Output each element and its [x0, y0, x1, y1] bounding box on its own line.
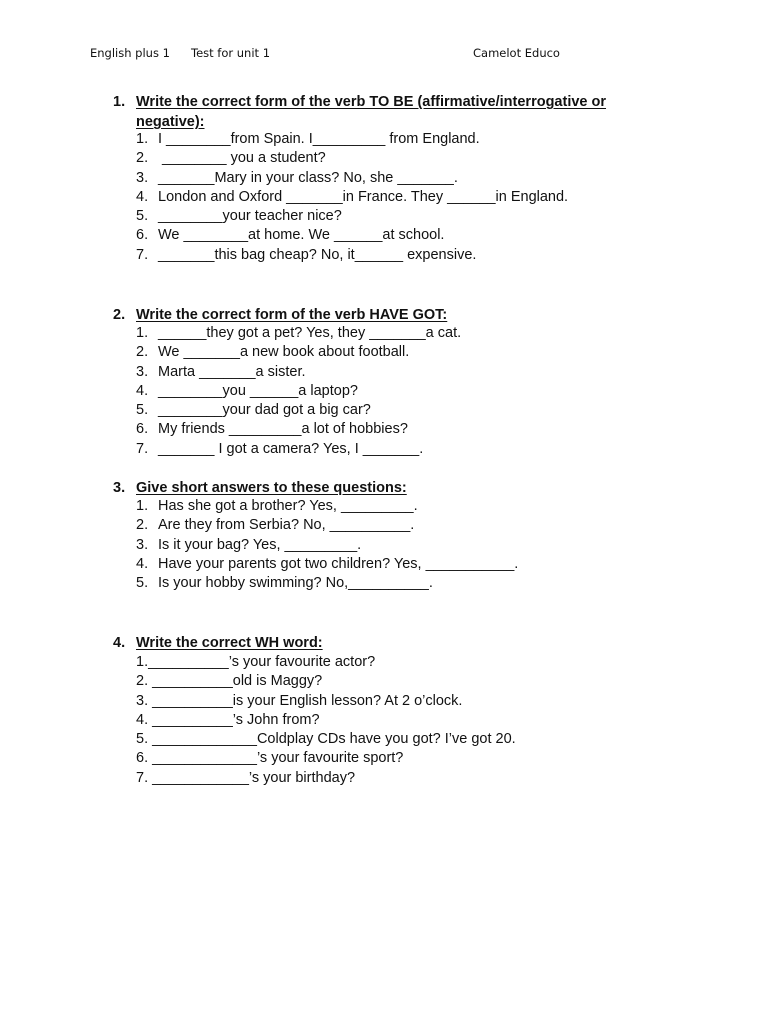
section-title: Write the correct WH word:	[136, 635, 323, 651]
question-number: 3.	[136, 169, 149, 186]
question-text: __________is your English lesson? At 2 o’clock.	[148, 692, 463, 709]
question-item	[136, 246, 568, 265]
question-list	[136, 653, 516, 788]
question-list	[136, 497, 518, 593]
question-text: Marta _______a sister.	[158, 363, 306, 380]
question-item	[136, 769, 516, 788]
question-text: _______ I got a camera? Yes, I _______.	[158, 440, 424, 457]
question-text: _____________Coldplay CDs have you got? I’ve got 20.	[148, 731, 516, 748]
question-text: I ________from Spain. I_________ from England.	[158, 131, 480, 147]
question-number: 1.	[136, 654, 149, 670]
header-publisher: Camelot Educo	[473, 46, 560, 60]
question-number: 2.	[136, 673, 149, 690]
question-item	[136, 363, 461, 382]
question-number: 4.	[136, 188, 149, 205]
question-item	[136, 692, 516, 711]
question-text: My friends _________a lot of hobbies?	[158, 421, 408, 438]
section-title: Give short answers to these questions:	[136, 480, 407, 496]
question-text: Is it your bag? Yes, _________.	[158, 536, 362, 553]
question-item	[136, 440, 461, 459]
question-text: __________old is Maggy?	[148, 673, 323, 690]
question-text: _______Mary in your class? No, she _______.	[158, 169, 458, 186]
question-text: ________you ______a laptop?	[158, 382, 358, 399]
question-text: Are they from Serbia? No, __________.	[158, 517, 415, 534]
question-item	[136, 149, 568, 168]
question-number: 4.	[136, 382, 149, 399]
page-header	[90, 46, 710, 64]
question-item	[136, 536, 518, 555]
question-text: _____________’s your favourite sport?	[148, 750, 404, 767]
question-number: 4.	[136, 711, 149, 728]
question-item	[136, 382, 461, 401]
question-item	[136, 207, 568, 226]
question-item	[136, 749, 516, 768]
question-item	[136, 730, 516, 749]
question-item	[136, 420, 461, 439]
question-number: 1.	[136, 131, 149, 147]
question-number: 6.	[136, 227, 149, 244]
question-text: We _______a new book about football.	[158, 344, 410, 361]
question-item	[136, 574, 518, 593]
question-text: Is your hobby swimming? No,__________.	[158, 575, 433, 592]
question-text: __________’s John from?	[148, 711, 320, 728]
question-item	[136, 516, 518, 535]
question-text: ________ you a student?	[158, 150, 326, 167]
question-text: ________your dad got a big car?	[158, 402, 371, 419]
question-number: 6.	[136, 750, 149, 767]
question-item	[136, 130, 568, 149]
question-item	[136, 343, 461, 362]
question-number: 5.	[136, 402, 149, 419]
question-item	[136, 672, 516, 691]
question-number: 2.	[136, 517, 149, 534]
question-number: 2.	[136, 150, 149, 167]
question-number: 3.	[136, 692, 149, 709]
section-title: Write the correct form of the verb HAVE GOT:	[136, 307, 448, 323]
question-number: 7.	[136, 440, 149, 457]
question-item	[136, 653, 516, 672]
question-item	[136, 555, 518, 574]
question-text: Has she got a brother? Yes, _________.	[158, 498, 418, 514]
question-number: 5.	[136, 575, 149, 592]
question-text: Have your parents got two children? Yes, ___________.	[158, 555, 519, 572]
question-number: 5.	[136, 208, 149, 225]
question-list	[136, 130, 568, 265]
question-item	[136, 711, 516, 730]
question-list	[136, 324, 461, 459]
question-number: 1.	[136, 325, 149, 341]
question-number: 5.	[136, 731, 149, 748]
question-item	[136, 169, 568, 188]
question-number: 7.	[136, 769, 149, 786]
question-number: 3.	[136, 363, 149, 380]
question-item	[136, 188, 568, 207]
question-number: 4.	[136, 555, 149, 572]
question-text: We ________at home. We ______at school.	[158, 227, 445, 244]
question-number: 2.	[136, 344, 149, 361]
question-text: London and Oxford _______in France. They ______in England.	[158, 188, 569, 205]
question-text: ____________’s your birthday?	[148, 769, 356, 786]
section-title: Write the correct form of the verb TO BE (affirmative/interrogative or negative):	[136, 94, 607, 130]
question-number: 1.	[136, 498, 149, 514]
section-number: 1.	[113, 94, 126, 110]
question-item	[136, 324, 461, 343]
section-number: 2.	[113, 307, 126, 323]
question-text: __________’s your favourite actor?	[148, 654, 376, 670]
question-number: 3.	[136, 536, 149, 553]
header-course-name: English plus 1	[90, 46, 170, 60]
question-item	[136, 226, 568, 245]
section-number: 3.	[113, 480, 126, 496]
question-text: ______they got a pet? Yes, they _______a cat.	[158, 325, 462, 341]
header-test-title: Test for unit 1	[191, 46, 271, 60]
question-text: _______this bag cheap? No, it______ expensive.	[158, 246, 477, 263]
section-number: 4.	[113, 635, 126, 651]
question-item	[136, 401, 461, 420]
question-number: 7.	[136, 246, 149, 263]
question-text: ________your teacher nice?	[158, 208, 342, 225]
question-item	[136, 497, 518, 516]
question-number: 6.	[136, 421, 149, 438]
